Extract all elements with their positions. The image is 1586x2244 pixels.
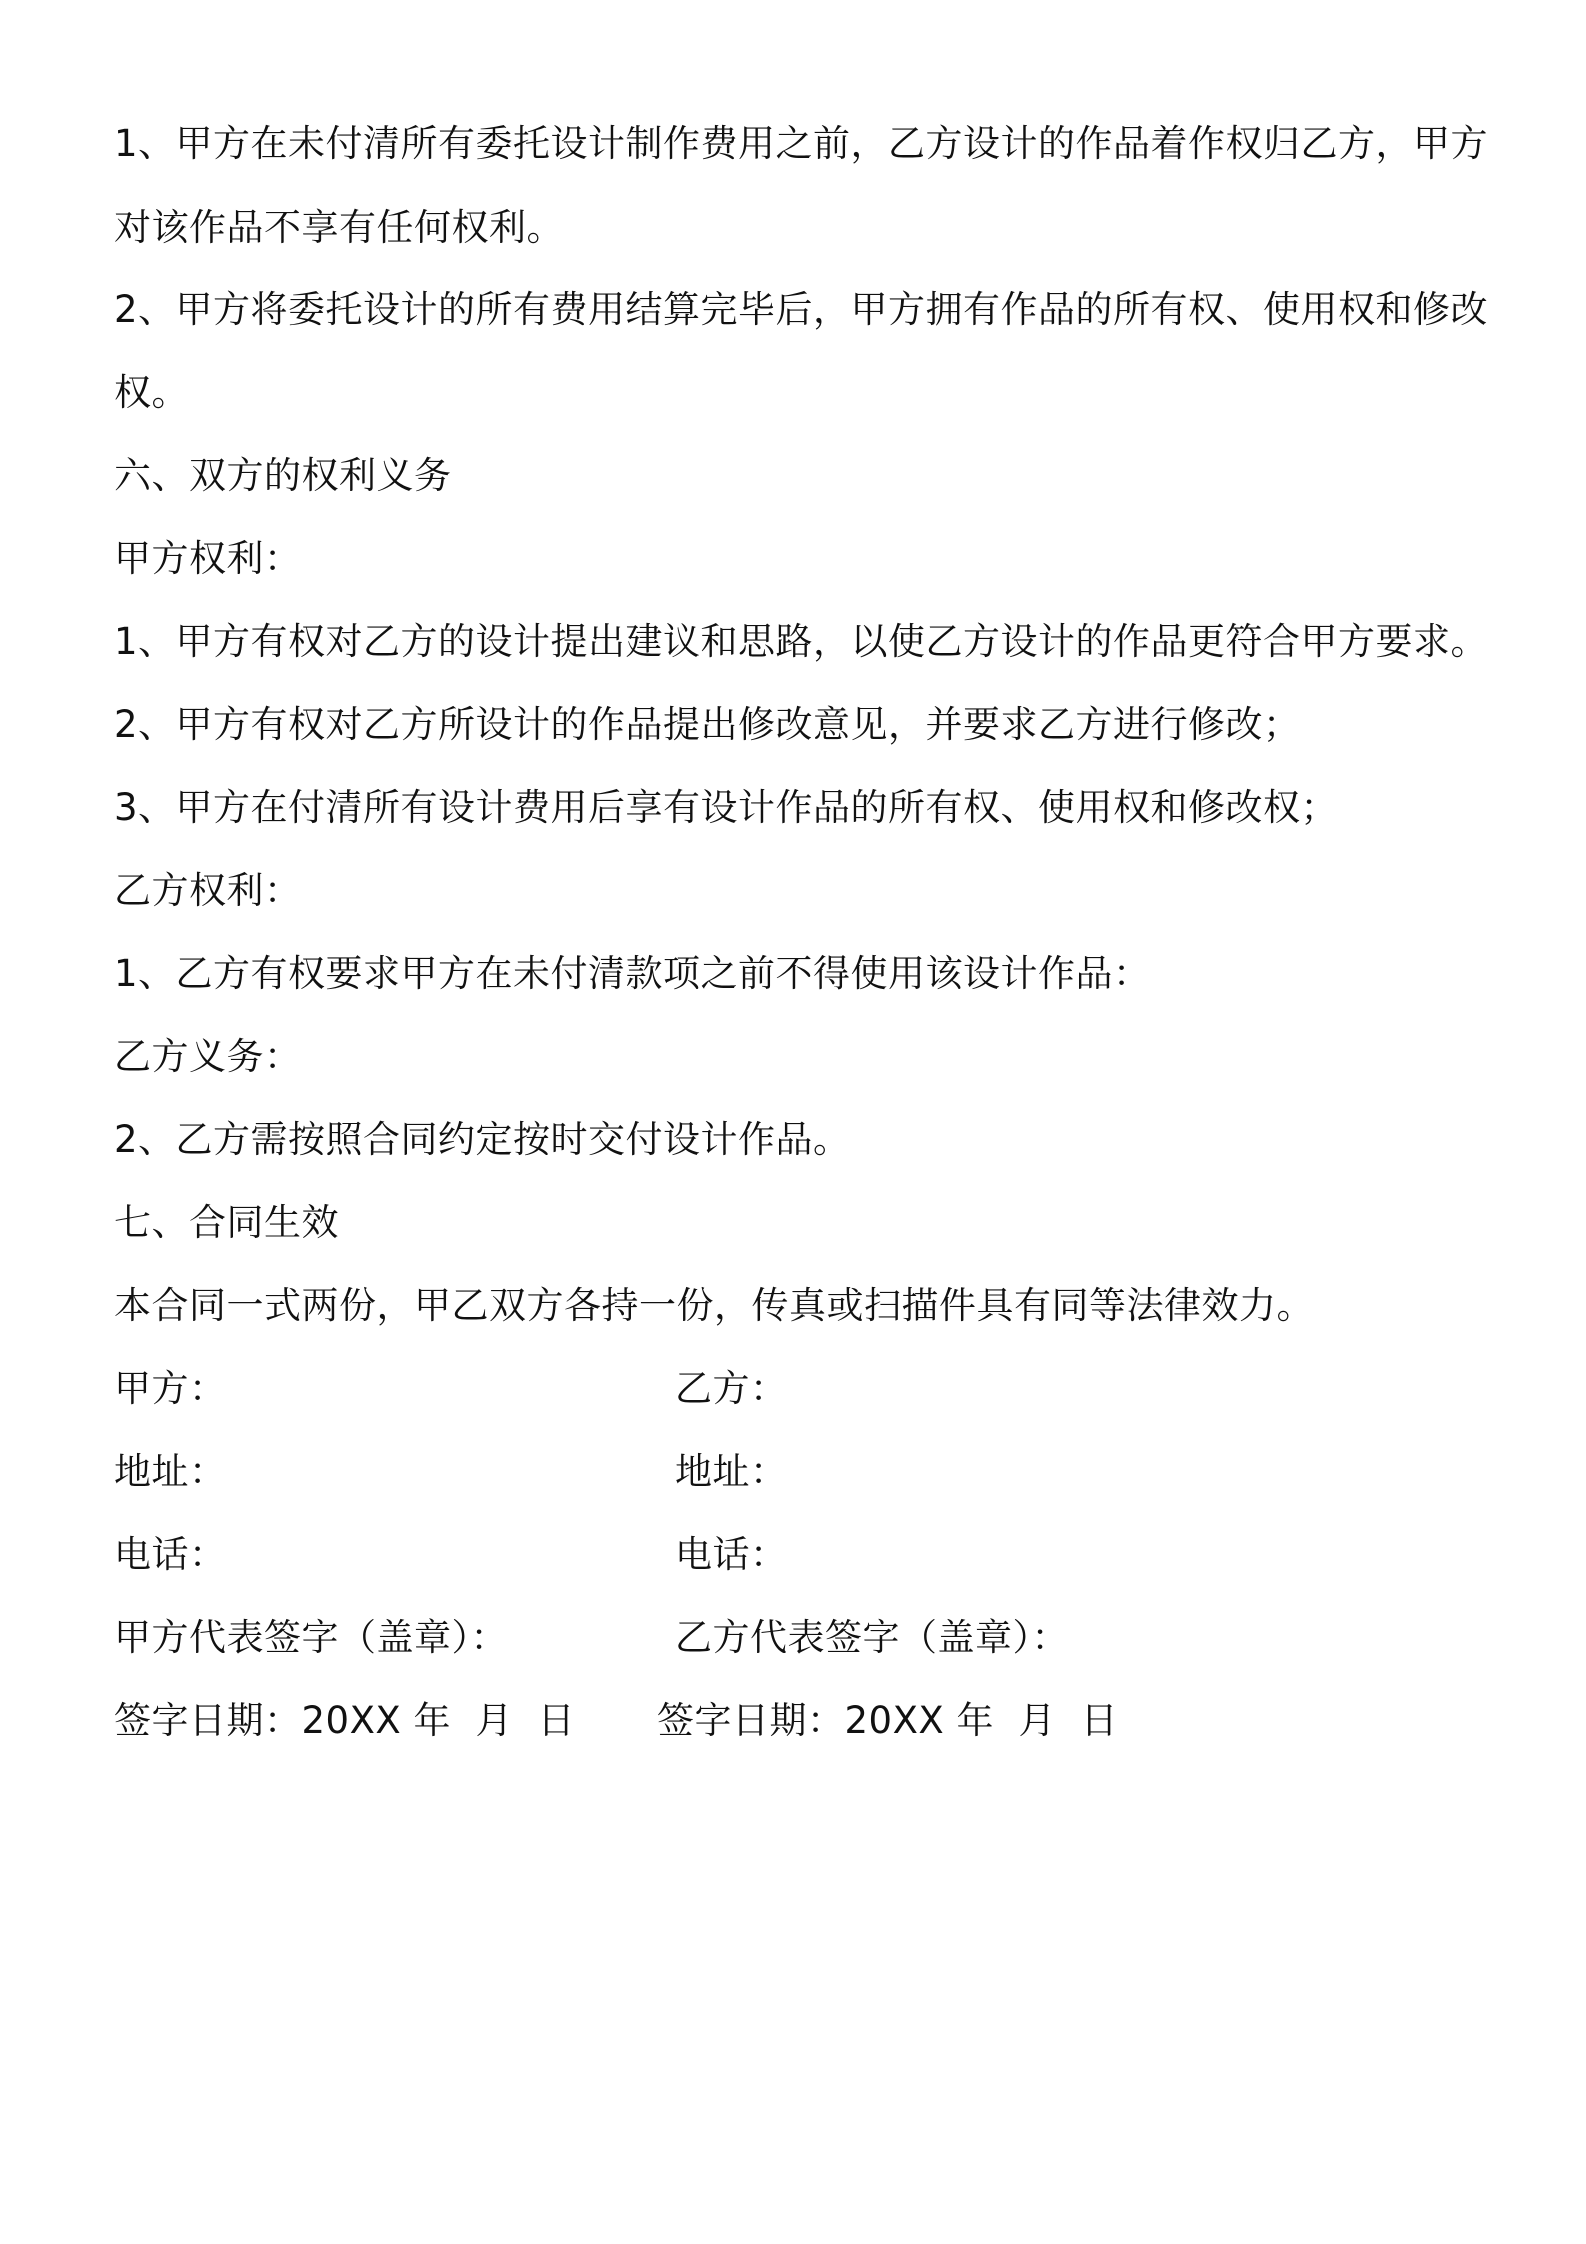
clause-1-line-1: 1、甲方在未付清所有委托设计制作费用之前，乙方设计的作品着作权归乙方，甲方 [114, 122, 1489, 165]
party-b-date-label: 签字日期：20XX 年 月 日 [657, 1699, 1119, 1742]
party-a-right-2: 2、甲方有权对乙方所设计的作品提出修改意见，并要求乙方进行修改； [114, 703, 1301, 746]
section-heading-effective: 七、合同生效 [114, 1201, 339, 1244]
party-a-representative-label: 甲方代表签字（盖章）： [114, 1616, 508, 1659]
party-b-address-label: 地址： [675, 1450, 788, 1493]
party-b-right-1: 1、乙方有权要求甲方在未付清款项之前不得使用该设计作品： [114, 952, 1151, 995]
clause-2-line-2: 权。 [114, 371, 189, 414]
party-b-obligations-heading: 乙方义务： [114, 1035, 302, 1078]
party-a-phone-label: 电话： [114, 1533, 227, 1576]
party-b-representative-label: 乙方代表签字（盖章）： [675, 1616, 1069, 1659]
party-b-obligation-2: 2、乙方需按照合同约定按时交付设计作品。 [114, 1118, 851, 1161]
party-b-name-label: 乙方： [675, 1367, 788, 1410]
clause-2-line-1: 2、甲方将委托设计的所有费用结算完毕后，甲方拥有作品的所有权、使用权和修改 [114, 288, 1489, 331]
effective-clause: 本合同一式两份，甲乙双方各持一份，传真或扫描件具有同等法律效力。 [114, 1284, 1314, 1327]
party-a-right-1: 1、甲方有权对乙方的设计提出建议和思路，以使乙方设计的作品更符合甲方要求。 [114, 620, 1489, 663]
clause-1-line-2: 对该作品不享有任何权利。 [114, 206, 564, 249]
party-b-rights-heading: 乙方权利： [114, 869, 302, 912]
party-a-rights-heading: 甲方权利： [114, 537, 302, 580]
party-a-right-3: 3、甲方在付清所有设计费用后享有设计作品的所有权、使用权和修改权； [114, 786, 1339, 829]
party-a-date-label: 签字日期：20XX 年 月 日 [114, 1699, 576, 1742]
party-a-address-label: 地址： [114, 1450, 227, 1493]
section-heading-rights-obligations: 六、双方的权利义务 [114, 454, 452, 497]
party-b-phone-label: 电话： [675, 1533, 788, 1576]
party-a-name-label: 甲方： [114, 1367, 227, 1410]
